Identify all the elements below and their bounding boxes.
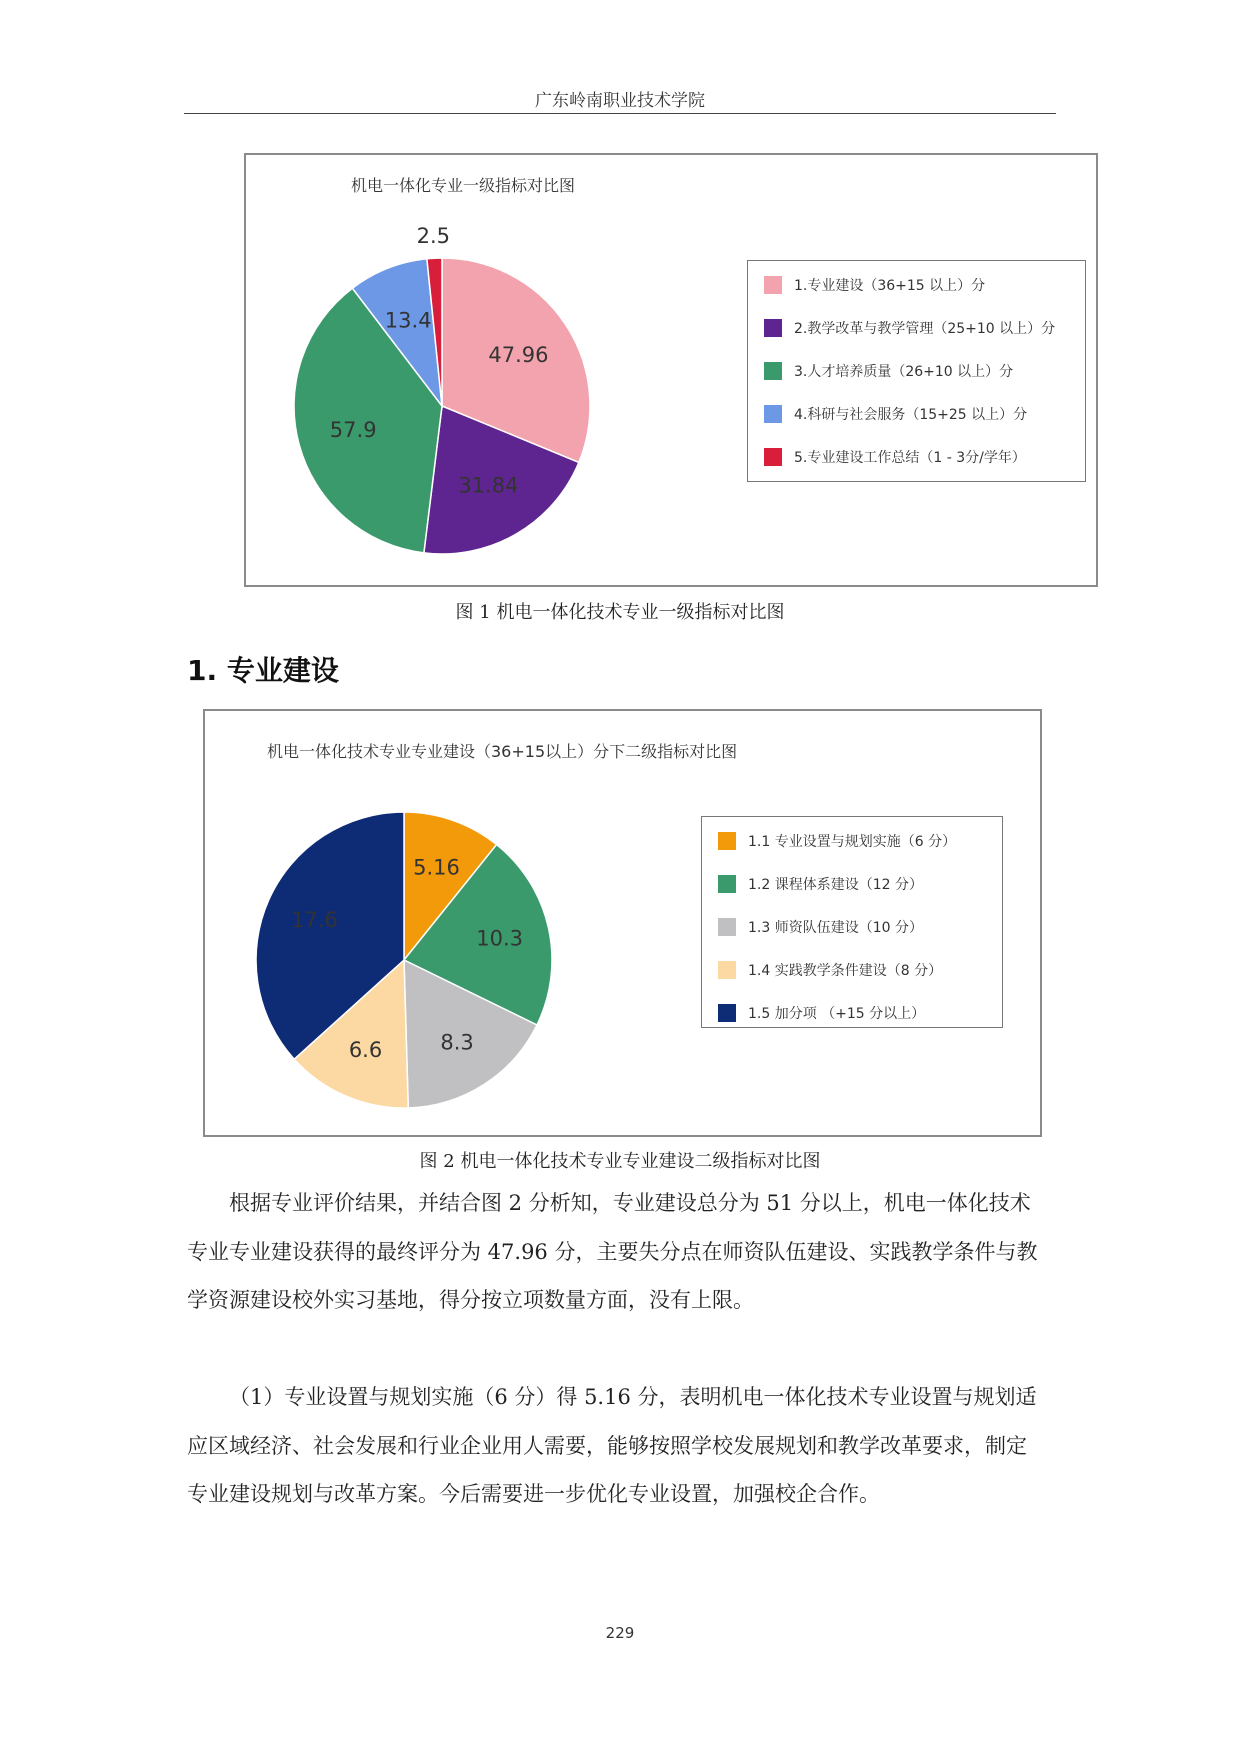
legend-swatch — [718, 961, 736, 979]
legend-swatch — [718, 1004, 736, 1022]
legend-item — [764, 447, 1026, 467]
legend-swatch — [764, 448, 782, 466]
legend-label: 1.1 专业设置与规划实施（6 分） — [748, 834, 957, 850]
legend-label: 1.专业建设（36+15 以上）分 — [794, 278, 986, 294]
legend-label: 1.3 师资队伍建设（10 分） — [748, 920, 923, 936]
legend-label: 2.教学改革与教学管理（25+10 以上）分 — [794, 321, 1056, 337]
legend-item — [764, 318, 1055, 338]
slice-value-label: 57.9 — [329, 417, 377, 442]
legend-item — [718, 1003, 925, 1023]
slice-value-label: 8.3 — [440, 1030, 474, 1055]
legend-swatch — [764, 362, 782, 380]
slice-value-label: 5.16 — [413, 855, 460, 880]
legend-item — [718, 960, 942, 980]
legend-swatch — [764, 319, 782, 337]
legend-item — [718, 831, 956, 851]
legend-label: 3.人才培养质量（26+10 以上）分 — [794, 364, 1014, 380]
slice-value-label: 17.6 — [291, 908, 338, 933]
legend-swatch — [764, 405, 782, 423]
header-rule — [184, 113, 1056, 114]
legend-item — [718, 917, 923, 937]
body-paragraph: 根据专业评价结果，并结合图 2 分析知，专业建设总分为 51 分以上，机电一体化技术专业专业建设获得的最终评分为 47.96 分，主要失分点在师资队伍建设、实践教学条件与教学资源建设校外实习基地，得分按立项数量方面，没有上限。 — [187, 1191, 1038, 1312]
page-header-title: 广东岭南职业技术学院 — [535, 91, 705, 111]
legend-label: 1.5 加分项 （+15 分以上） — [748, 1006, 926, 1022]
slice-value-label: 10.3 — [476, 926, 524, 951]
chart-legend — [747, 260, 1086, 482]
figure-2-caption: 图 2 机电一体化技术专业专业建设二级指标对比图 — [419, 1151, 821, 1172]
slice-value-label: 2.5 — [416, 224, 451, 249]
legend-label: 1.4 实践教学条件建设（8 分） — [748, 963, 943, 979]
figure-1-chart — [244, 153, 1098, 587]
section-heading: 1. 专业建设 — [187, 654, 339, 687]
slice-value-label: 31.84 — [458, 473, 519, 498]
slice-value-label: 13.4 — [384, 308, 432, 333]
legend-swatch — [718, 832, 736, 850]
figure-2-chart — [203, 709, 1042, 1137]
figure-1-caption: 图 1 机电一体化技术专业一级指标对比图 — [455, 602, 785, 623]
chart-legend — [701, 816, 1003, 1028]
legend-swatch — [718, 918, 736, 936]
slice-value-label: 6.6 — [348, 1038, 383, 1063]
legend-label: 5.专业建设工作总结（1 - 3分/学年） — [794, 450, 1026, 466]
legend-label: 1.2 课程体系建设（12 分） — [748, 877, 923, 893]
body-paragraph: （1）专业设置与规划实施（6 分）得 5.16 分，表明机电一体化技术专业设置与规划适应区域经济、社会发展和行业企业用人需要，能够按照学校发展规划和教学改革要求，制定专业建设规划与改革方案。今后需要进一步优化专业设置，加强校企合作。 — [187, 1385, 1037, 1506]
legend-swatch — [718, 875, 736, 893]
legend-swatch — [764, 276, 782, 294]
legend-item — [764, 404, 1027, 424]
legend-item — [764, 361, 1013, 381]
chart-title: 机电一体化专业一级指标对比图 — [351, 176, 576, 195]
legend-item — [718, 874, 923, 894]
legend-item — [764, 275, 985, 295]
legend-label: 4.科研与社会服务（15+25 以上）分 — [794, 407, 1028, 423]
page-number: 229 — [605, 1624, 635, 1642]
chart-title: 机电一体化技术专业专业建设（36+15以上）分下二级指标对比图 — [267, 742, 738, 761]
slice-value-label: 47.96 — [488, 342, 549, 367]
